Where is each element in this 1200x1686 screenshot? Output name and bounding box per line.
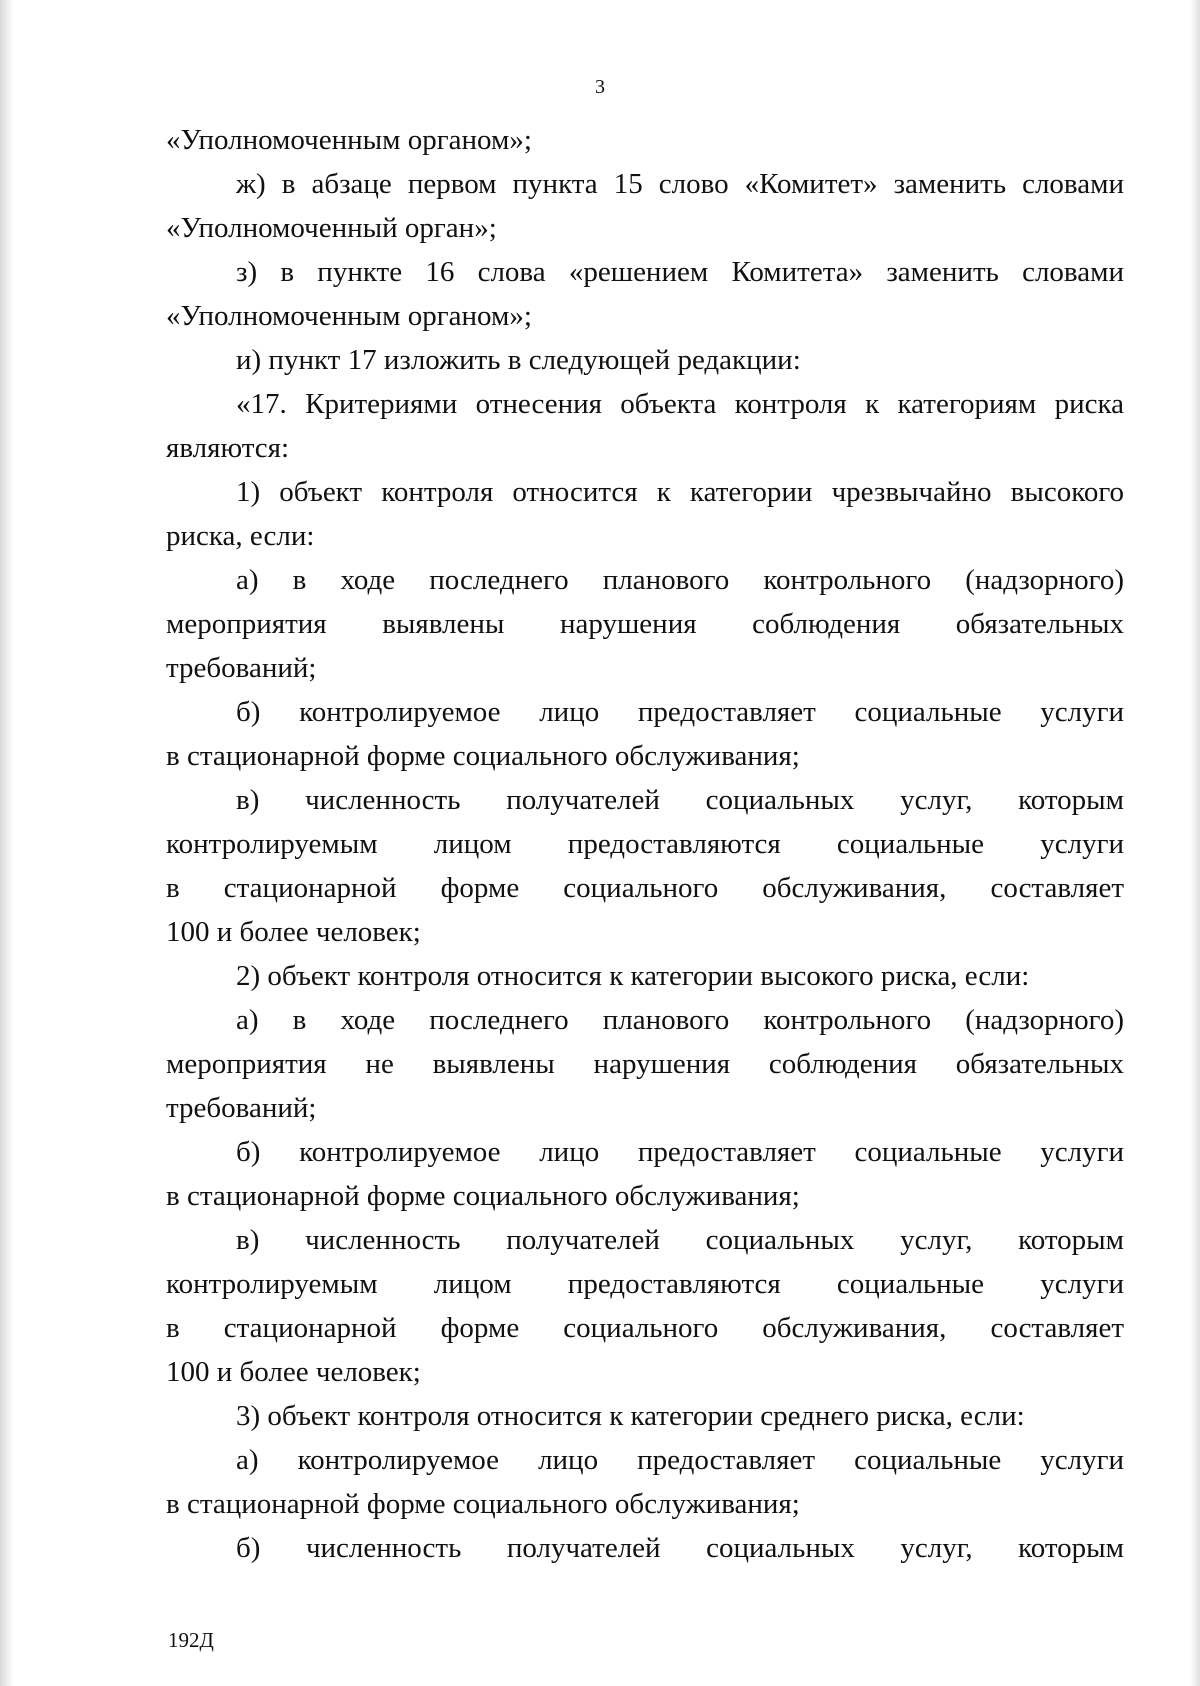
text-line: в стационарной форме социального обслуживания, составляет bbox=[166, 1312, 1124, 1344]
text-line: 2) объект контроля относится к категории высокого риска, если: bbox=[236, 960, 1030, 992]
text-line: а) контролируемое лицо предоставляет социальные услуги bbox=[236, 1444, 1124, 1476]
text-line: требований; bbox=[166, 652, 317, 684]
text-line: мероприятия не выявлены нарушения соблюдения обязательных bbox=[166, 1048, 1124, 1080]
text-line: риска, если: bbox=[166, 520, 315, 552]
text-line: в) численность получателей социальных услуг, которым bbox=[236, 784, 1124, 816]
scan-edge-left bbox=[0, 0, 14, 1686]
text-line: 100 и более человек; bbox=[166, 1356, 421, 1388]
document-code: 192Д bbox=[168, 1628, 214, 1652]
text-line: и) пункт 17 изложить в следующей редакции: bbox=[236, 344, 801, 376]
text-line: в стационарной форме социального обслуживания; bbox=[166, 1180, 800, 1212]
text-line: 3) объект контроля относится к категории среднего риска, если: bbox=[236, 1400, 1025, 1432]
text-line: «Уполномоченный орган»; bbox=[166, 212, 497, 244]
text-line: з) в пункте 16 слова «решением Комитета» заменить словами bbox=[236, 256, 1124, 288]
text-line: мероприятия выявлены нарушения соблюдения обязательных bbox=[166, 608, 1124, 640]
document-body bbox=[166, 118, 1124, 1570]
text-line: ж) в абзаце первом пункта 15 слово «Комитет» заменить словами bbox=[236, 168, 1124, 200]
text-line: 1) объект контроля относится к категории чрезвычайно высокого bbox=[236, 476, 1124, 508]
text-line: в стационарной форме социального обслуживания; bbox=[166, 740, 800, 772]
text-line: а) в ходе последнего планового контрольного (надзорного) bbox=[236, 1004, 1124, 1036]
text-line: в стационарной форме социального обслуживания; bbox=[166, 1488, 800, 1520]
text-line: б) контролируемое лицо предоставляет социальные услуги bbox=[236, 696, 1124, 728]
text-line: «17. Критериями отнесения объекта контроля к категориям риска bbox=[236, 388, 1124, 420]
text-line: в стационарной форме социального обслуживания, составляет bbox=[166, 872, 1124, 904]
text-line: «Уполномоченным органом»; bbox=[166, 124, 532, 156]
text-line: в) численность получателей социальных услуг, которым bbox=[236, 1224, 1124, 1256]
text-line: являются: bbox=[166, 432, 290, 464]
text-line: 100 и более человек; bbox=[166, 916, 421, 948]
page-number: 3 bbox=[595, 76, 605, 98]
text-line: «Уполномоченным органом»; bbox=[166, 300, 532, 332]
scan-edge-right bbox=[1190, 0, 1200, 1686]
text-line: а) в ходе последнего планового контрольного (надзорного) bbox=[236, 564, 1124, 596]
text-line: б) контролируемое лицо предоставляет социальные услуги bbox=[236, 1136, 1124, 1168]
text-line: контролируемым лицом предоставляются социальные услуги bbox=[166, 1268, 1124, 1300]
text-line: контролируемым лицом предоставляются социальные услуги bbox=[166, 828, 1124, 860]
text-line: требований; bbox=[166, 1092, 317, 1124]
text-line: б) численность получателей социальных услуг, которым bbox=[236, 1532, 1124, 1564]
